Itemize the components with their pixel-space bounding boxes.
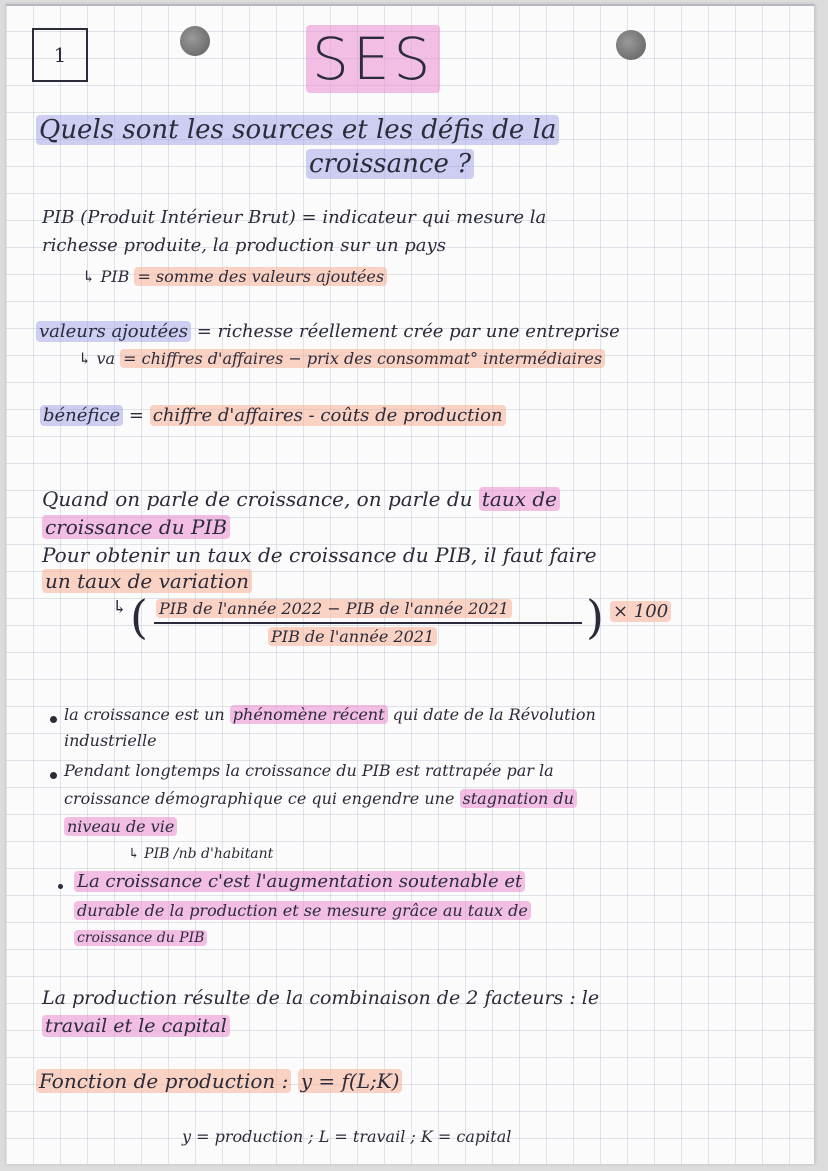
bullet-2-line-1: Pendant longtemps la croissance du PIB est rattrapée par la (64, 761, 554, 780)
bullet-1-line-1: la croissance est un phénomène récent qui date de la Révolution (64, 705, 596, 724)
bullet-dot (50, 772, 57, 779)
growth-formula-arrow: ↳ (112, 597, 128, 618)
croissance-line-1: Quand on parle de croissance, on parle du taux de (42, 488, 560, 511)
pib-definition-line-1: PIB (Produit Intérieur Brut) = indicateur qui mesure la (42, 207, 547, 228)
bullet-3-line-2: durable de la production et se mesure grâce au taux de (74, 902, 531, 920)
pib-definition-line-2: richesse produite, la production sur un pays (42, 235, 446, 256)
production-function: Fonction de production : y = f(L;K) (36, 1070, 402, 1093)
bullet-3-line-1: La croissance c'est l'augmentation soutenable et (74, 872, 525, 893)
question-line-2: croissance ? (306, 150, 474, 180)
question-line-1: Quels sont les sources et les défis de la (36, 116, 559, 146)
va-definition: valeurs ajoutées = richesse réellement crée par une entreprise (36, 322, 620, 343)
croissance-line-3: Pour obtenir un taux de croissance du PIB, il faut faire (42, 543, 597, 567)
binder-hole-right (616, 30, 646, 60)
bullet-2-line-3: niveau de vie (64, 818, 177, 836)
bullet-2-subnote: ↳ PIB /nb d'habitant (128, 846, 274, 862)
production-function-legend: y = production ; L = travail ; K = capital (182, 1127, 512, 1146)
growth-formula-numerator: PIB de l'année 2022 − PIB de l'année 2021 (156, 600, 512, 618)
benefice-definition: bénéfice = chiffre d'affaires - coûts de production (40, 406, 506, 427)
growth-formula-denominator: PIB de l'année 2021 (268, 628, 437, 646)
production-line-2: travail et le capital (42, 1016, 230, 1038)
bullet-2-line-2: croissance démographique ce qui engendre une stagnation du (64, 790, 577, 808)
page-title: SES (306, 26, 440, 93)
croissance-line-4: un taux de variation (42, 570, 252, 593)
bullet-1-line-2: industrielle (64, 731, 157, 750)
top-edge-line (6, 4, 814, 6)
open-paren: ( (130, 590, 148, 644)
fraction-bar (154, 622, 582, 624)
page-number-box (32, 28, 88, 82)
notebook-page (6, 4, 815, 1164)
bullet-dot (50, 716, 57, 723)
croissance-line-2: croissance du PIB (42, 516, 230, 539)
binder-hole-left (180, 26, 210, 56)
bullet-3-line-3: croissance du PIB (74, 930, 207, 946)
page-number: 1 (53, 43, 67, 67)
bullet-dot (58, 884, 63, 889)
close-paren: ) (586, 590, 604, 644)
growth-formula-multiplier: × 100 (610, 602, 671, 623)
pib-formula: ↳ PIB = somme des valeurs ajoutées (82, 268, 387, 286)
production-line-1: La production résulte de la combinaison de 2 facteurs : le (42, 987, 600, 1009)
va-formula: ↳ va = chiffres d'affaires − prix des consommat° intermédiaires (78, 350, 605, 368)
